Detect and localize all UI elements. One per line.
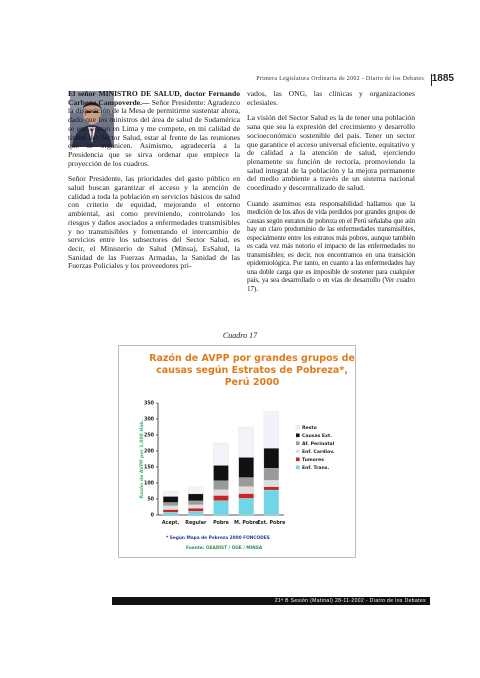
bar-segment (188, 508, 203, 511)
y-tick-label: 50 (147, 497, 154, 503)
legend-swatch (296, 442, 300, 446)
priorities-paragraph: Señor Presidente, las prioridades del gasto público en salud buscan garantizar el acceso y la atención de calidad a toda la población en servicios básicos de salud con criterio de equidad, mejorando el entorno ambiental, así como previniendo, controlando los riesgos y daños asociados a enfermedades transmisibles y no transmisibles y fomentando el intercambio de servicios entre los subsectores del Sector Salud, es decir, el Ministerio de Salud (Minsa), EsSalud, la Sanidad de las Fuerzas Armadas, la Sanidad de las Fuerzas Policiales y los proveedores pri- (68, 174, 240, 271)
chart-source: Fuente: OEADIST / OGE / MINSA (186, 546, 263, 551)
bar-segment (188, 487, 203, 494)
y-tick-label: 350 (143, 401, 154, 407)
footer-bar (112, 597, 430, 605)
speaker-name: El señor MINISTRO DE SALUD, doctor Fernando Carbone Campoverde.— (68, 89, 240, 107)
bar-segment (264, 490, 279, 515)
bar-segment (239, 478, 254, 487)
legend-label: Causas Ext. (302, 434, 332, 439)
chart-title-line-3: Perú 2000 (224, 377, 280, 388)
bar-segment (239, 457, 254, 477)
avpp-stacked-bar-chart (118, 345, 356, 558)
bar-segment (264, 448, 279, 468)
y-tick-label: 150 (143, 465, 154, 471)
bar-segment (188, 511, 203, 515)
bar-segment (214, 490, 229, 496)
y-tick-label: 250 (143, 433, 154, 439)
footer-text: 21ª B Sesión (Matinal) 28-11-2002 - Diario de los Debates (274, 598, 426, 604)
bar-group-1 (188, 487, 203, 515)
x-tick-label: Ext. Pobre (257, 521, 286, 526)
running-header (0, 73, 480, 89)
bar-segment (214, 495, 229, 500)
x-tick-label: Regular (185, 521, 207, 526)
left-text-column (68, 90, 240, 278)
bar-segment (264, 412, 279, 448)
legend-swatch (296, 466, 300, 470)
x-tick-label: Pobre (213, 521, 229, 526)
x-tick-label: Acept. (161, 521, 180, 526)
epidemiology-paragraph: Cuando asumimos esta responsabilidad hallamos que la medición de los años de vida perdidos por grandes grupos de causas según estratos de pobreza en el Perú señalaba que aún hay un claro predominio de las enfermedades transmisibles, especialmente entre los estratos más pobres, aunque también es cada vez más notorio el impacto de las enfermedades no transmisibles; es decir, nos encontramos en una transición epidemiológica. Por tanto, en cuanto a las enfermedades hay una doble carga que es imposible de sostener para cualquier país, ya sea desarrollado o en vías de desarrollo (Ver cuadro 17). (247, 199, 415, 293)
bar-segment (214, 443, 229, 465)
bar-segment (163, 506, 178, 510)
chart-title-line-1: Razón de AVPP por grandes grupos de (149, 353, 355, 364)
bar-segment (239, 427, 254, 457)
bar-group-3 (239, 427, 254, 515)
legend-swatch (296, 450, 300, 454)
chart-title-line-2: causas según Estratos de Pobreza*, (156, 365, 348, 376)
legend-swatch (296, 458, 300, 462)
speaker-intro-text: Señor Presidente: Agradezco la disposición de la Mesa de permitirme sustentar ahora, dado que los ministros del área de salud de Sudamérica se encuentran en Lima y me compete, en mi calidad de titular del Sector Salud, estar al frente de las reuniones que se organicen. Asimismo, agradecería a la Presidencia que se sirva ordenar que empiece la proyección de los cuadros. (68, 97, 240, 168)
bar-segment (214, 501, 229, 515)
bar-segment (188, 501, 203, 505)
y-tick-label: 300 (143, 417, 154, 423)
bar-segment (163, 491, 178, 496)
bar-group-2 (214, 443, 229, 515)
page-number: 1885 (431, 73, 454, 84)
y-axis-label: Razón de AVPP por 1,000 Hab. (140, 419, 145, 499)
bar-segment (264, 468, 279, 480)
bar-segment (163, 503, 178, 506)
figure-caption: Cuadro 17 (222, 331, 258, 340)
legend-swatch (296, 434, 300, 438)
y-tick-label: 100 (143, 481, 154, 487)
vision-paragraph: La visión del Sector Salud es la de tener una población sana que sea la expresión del crecimiento y desarrollo socioeconómico sostenible del país. Tener un sector que garantice el acceso universal eficiente, equitativo y de calidad a la atención de salud, ejerciendo plenamente su función de rectoría, promoviendo la salud integral de la población y la mejora permanente del medio ambiente a través de un sistema nacional coordinado y descentralizado de salud. (247, 113, 415, 193)
bar-segment (239, 494, 254, 499)
chart-footnote: * Según Mapa de Pobreza 2000 FONCODES (166, 536, 270, 541)
legend-label: Af. Perinatal (302, 442, 335, 447)
x-tick-label: M. Pobre (234, 521, 259, 526)
bar-segment (239, 487, 254, 494)
continuation-paragraph: vados, las ONG, las clínicas y organizaciones eclesiales. (247, 89, 415, 107)
header-title: Primera Legislatura Ordinaria de 2002 - Diario de los Debates (256, 76, 424, 82)
bar-segment (188, 505, 203, 509)
legend-label: Enf. Cardiov. (302, 450, 335, 455)
bar-segment (163, 510, 178, 513)
bar-segment (264, 487, 279, 490)
legend-label: Resto (302, 426, 317, 431)
bar-segment (163, 512, 178, 515)
bar-segment (214, 481, 229, 490)
legend-swatch (296, 426, 300, 430)
bar-group-4 (264, 412, 279, 515)
bar-segment (214, 465, 229, 480)
bar-segment (188, 494, 203, 501)
speaker-paragraph (68, 90, 240, 168)
bar-segment (239, 498, 254, 515)
legend-label: Enf. Trans. (302, 466, 330, 471)
y-tick-label: 0 (150, 513, 154, 519)
right-text-column (247, 90, 415, 300)
legend-label: Tumores (302, 458, 324, 463)
bar-segment (264, 480, 279, 487)
bar-segment (163, 496, 178, 502)
y-tick-label: 200 (143, 449, 154, 455)
bar-group-0 (163, 491, 178, 515)
